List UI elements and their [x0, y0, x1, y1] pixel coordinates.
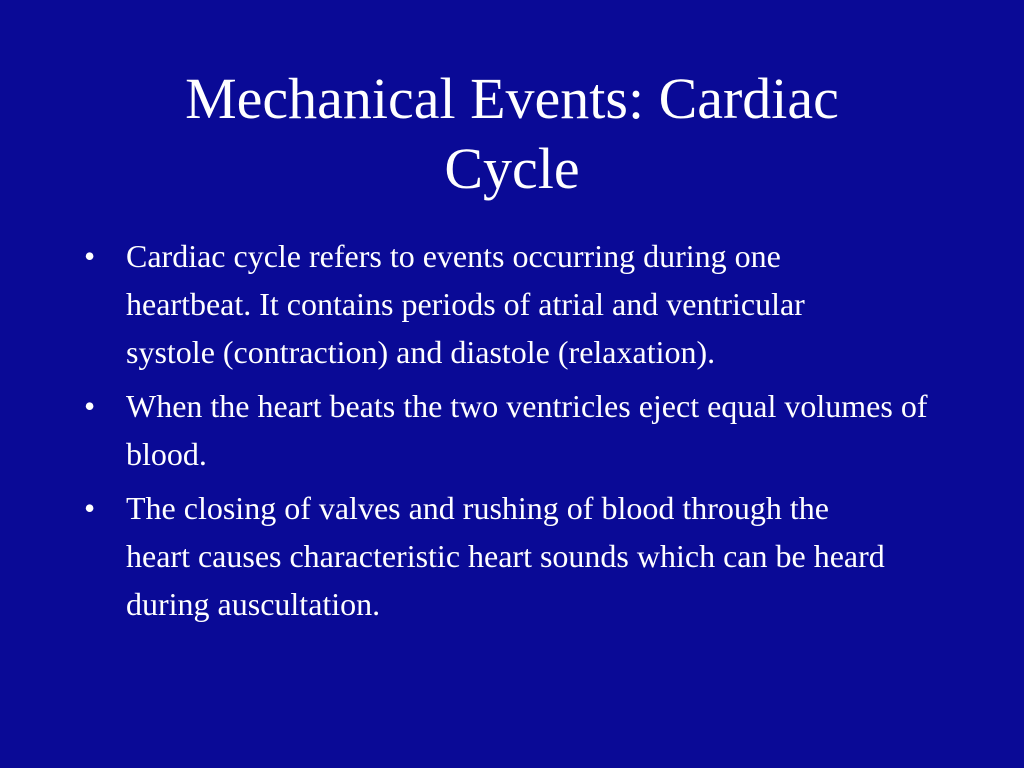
bullet-item	[84, 484, 964, 628]
slide-title: Mechanical Events: Cardiac Cycle	[185, 66, 839, 201]
bullet-icon: •	[84, 388, 96, 424]
bullet-item	[84, 382, 964, 478]
bullet-text: The closing of valves and rushing of blood through the heart causes characteristic heart sounds which can be heard during auscultation.	[126, 490, 885, 622]
bullet-list	[84, 232, 964, 634]
bullet-text: When the heart beats the two ventricles eject equal volumes of blood.	[126, 388, 928, 472]
bullet-icon: •	[84, 490, 96, 526]
bullet-text: Cardiac cycle refers to events occurring during one heartbeat. It contains periods of atrial and ventricular systole (contraction) and diastole (relaxation).	[126, 238, 805, 370]
bullet-icon: •	[84, 238, 96, 274]
bullet-item	[84, 232, 964, 376]
